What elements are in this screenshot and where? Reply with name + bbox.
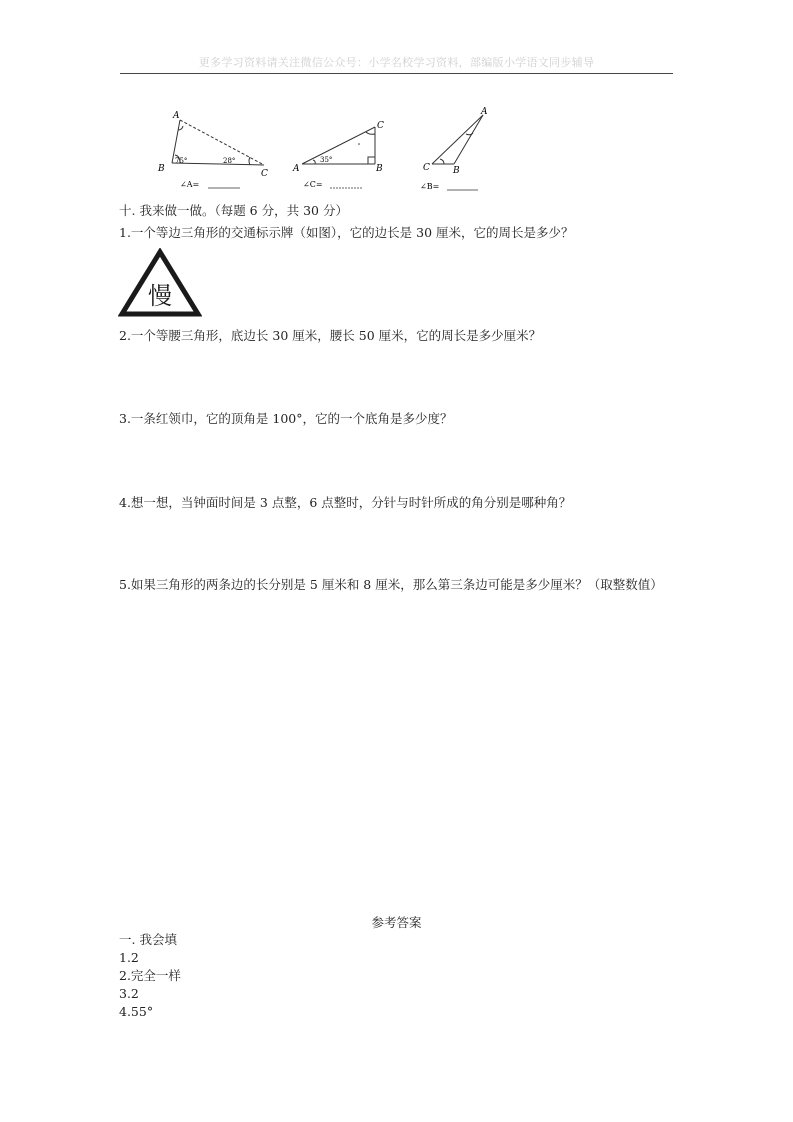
fig3-vertex-c: C <box>423 163 430 173</box>
triangle-figures <box>150 103 500 198</box>
triangle-figure-2 <box>302 127 375 164</box>
answer-key-title: 参考答案 <box>371 915 422 930</box>
slow-traffic-sign <box>118 248 202 320</box>
fig1-vertex-b: B <box>158 164 165 174</box>
answer-section-label: 一. 我会填 <box>119 932 177 947</box>
fig2-vertex-c: C <box>377 121 384 131</box>
answer-item-4: 4.55° <box>119 1004 154 1019</box>
section-10-title: 十. 我来做一做。（每题 6 分，共 30 分） <box>119 203 348 218</box>
fig1-vertex-a: A <box>173 111 180 121</box>
triangle-figure-3 <box>432 115 483 164</box>
fig1-vertex-c: C <box>261 169 268 179</box>
fig2-blank-label: ∠C= <box>303 180 323 189</box>
fig3-vertex-a: A <box>481 107 488 117</box>
header-divider <box>120 73 673 74</box>
fig2-vertex-a: A <box>293 164 300 174</box>
fig2-angle-a: 35° <box>320 156 333 164</box>
question-5: 5.如果三角形的两条边的长分别是 5 厘米和 8 厘米，那么第三条边可能是多少厘米？（取整数值） <box>119 577 663 592</box>
question-4: 4.想一想，当钟面时间是 3 点整，6 点整时，分针与时针所成的角分别是哪种角？ <box>119 495 572 510</box>
answer-item-1: 1.2 <box>119 950 139 965</box>
fig3-blank-label: ∠B= <box>420 182 440 191</box>
fig2-vertex-b: B <box>376 164 383 174</box>
question-3: 3.一条红领巾，它的顶角是 100°，它的一个底角是多少度？ <box>119 411 453 426</box>
fig3-vertex-b: B <box>453 166 460 176</box>
question-1: 1.一个等边三角形的交通标示牌（如图），它的边长是 30 厘米，它的周长是多少？ <box>119 225 574 240</box>
fig1-angle-c: 28° <box>223 157 236 165</box>
fig1-angle-b: 75° <box>175 157 188 165</box>
question-2: 2.一个等腰三角形，底边长 30 厘米，腰长 50 厘米，它的周长是多少厘米？ <box>119 328 542 343</box>
answer-item-2: 2.完全一样 <box>119 968 181 983</box>
answer-item-3: 3.2 <box>119 986 139 1001</box>
fig1-blank-label: ∠A= <box>180 180 200 189</box>
page-header: 更多学习资料请关注微信公众号：小学名校学习资料，部编版小学语文同步辅导 <box>198 56 595 69</box>
sign-character: 慢 <box>148 282 172 310</box>
